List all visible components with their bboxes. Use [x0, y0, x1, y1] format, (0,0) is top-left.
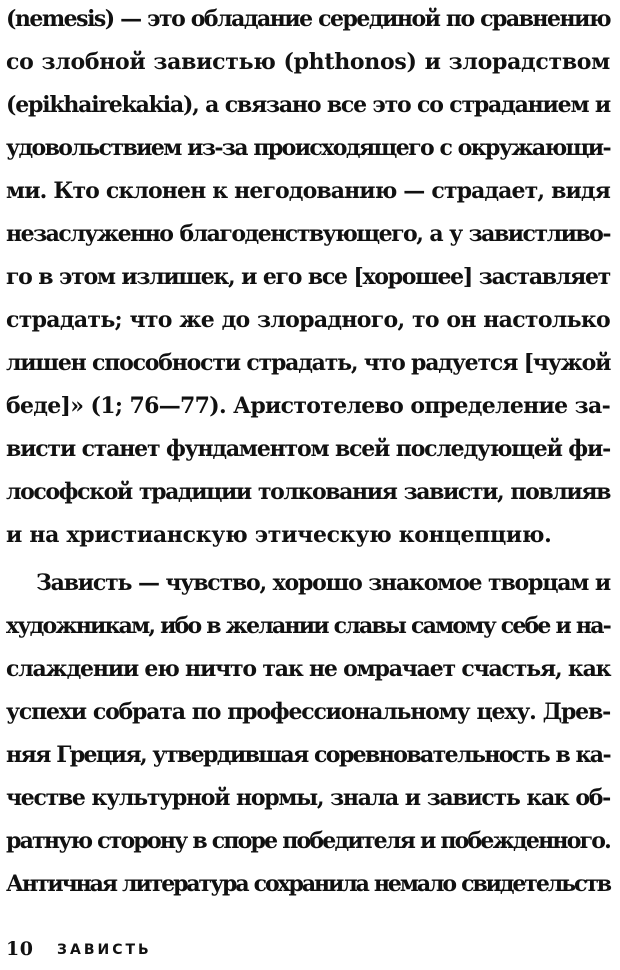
text-line: незаслуженно благоденствующего, а у завистливо- [6, 221, 610, 247]
text-line: лишен способности страдать, что радуется [чужой [6, 350, 611, 376]
text-line: ми. Кто склонен к негодованию — страдает, видя [6, 178, 610, 204]
text-line: ратную сторону в споре победителя и побежденного. [6, 828, 610, 854]
text-line: удовольствием из-за происходящего с окружающи- [6, 135, 610, 161]
text-line: со злобной завистью (phthonos) и злорадством [6, 49, 610, 75]
text-line: (epikhairekakia), а связано все это со страданием и [6, 92, 610, 118]
text-line: го в этом излишек, и его все [хорошее] заставляет [6, 264, 610, 290]
text-line: честве культурной нормы, знала и зависть как об- [6, 785, 610, 811]
text-line: беде]» (1; 76—77). Аристотелево определение за- [6, 393, 610, 419]
text-line: слаждении ею ничто так не омрачает счастья, как [6, 656, 611, 682]
text-line: висти станет фундаментом всей последующей фи- [6, 436, 610, 462]
text-line: лософской традиции толкования зависти, повлияв [6, 479, 610, 505]
text-line: няя Греция, утвердившая соревновательность в ка- [6, 742, 610, 768]
text-line: и на христианскую этическую концепцию. [6, 522, 552, 548]
text-line: Зависть — чувство, хорошо знакомое творцам и [36, 570, 610, 596]
running-head: ЗАВИСТЬ [57, 942, 152, 958]
text-line: художникам, ибо в желании славы самому себе и на- [6, 613, 610, 639]
text-line: успехи собрата по профессиональному цеху. Древ- [6, 699, 610, 725]
text-line: (nemesis) — это обладание серединой по сравнению [6, 6, 610, 32]
text-line: страдать; что же до злорадного, то он настолько [6, 307, 610, 333]
text-line: Античная литература сохранила немало свидетельств [6, 871, 610, 897]
page-footer [6, 938, 152, 962]
page-number: 10 [6, 938, 34, 960]
